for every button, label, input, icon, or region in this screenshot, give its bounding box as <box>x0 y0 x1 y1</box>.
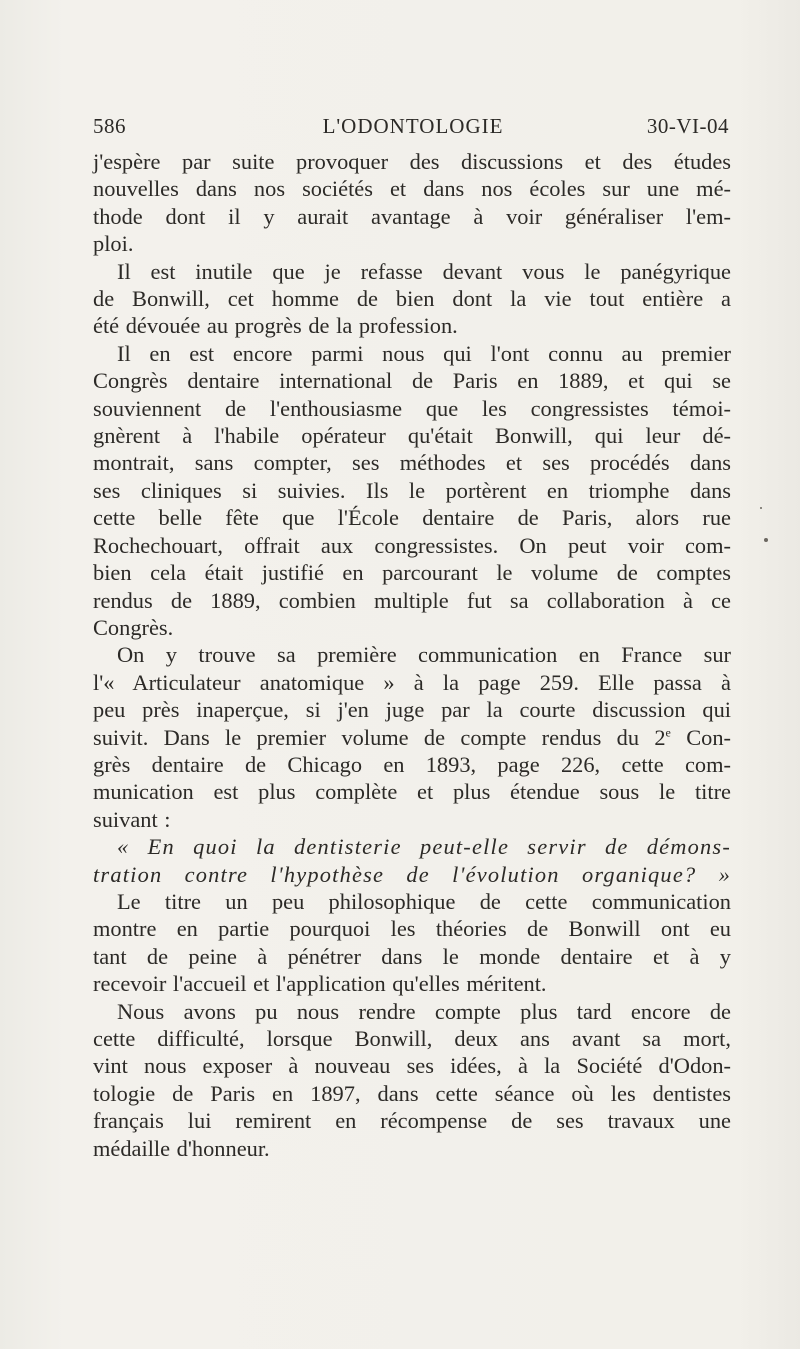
text-line: montrait, sans compter, ses méthodes et ses procédés dans <box>93 450 731 476</box>
superscript: e <box>665 725 671 740</box>
text-line: Congrès. <box>93 614 174 640</box>
text-line: peu près inaperçue, si j'en juge par la courte discussion qui <box>93 697 731 723</box>
text-line: tant de peine à pénétrer dans le monde dentaire et à y <box>93 943 731 969</box>
text-segment: Con- <box>670 724 731 750</box>
running-title: L'ODONTOLOGIE <box>322 114 504 138</box>
text-line <box>93 724 731 751</box>
page-number: 586 <box>93 114 126 138</box>
text-line: Le titre un peu philosophique de cette communication <box>117 888 731 914</box>
text-line: de Bonwill, cet homme de bien dont la vie tout entière a <box>93 286 731 312</box>
article-body <box>93 148 731 1162</box>
text-line: recevoir l'accueil et l'application qu'elles méritent. <box>93 971 547 997</box>
text-line: nouvelles dans nos sociétés et dans nos écoles sur une mé- <box>93 176 731 202</box>
running-header <box>93 114 733 144</box>
quoted-title-line: tration contre l'hypothèse de l'évolution organique? » <box>93 861 731 887</box>
text-line: Rochechouart, offrait aux congressistes. On peut voir com- <box>93 532 731 558</box>
text-line: gnèrent à l'habile opérateur qu'était Bonwill, qui leur dé- <box>93 423 731 449</box>
text-line: ses cliniques si suivies. Ils le portèrent en triomphe dans <box>93 477 731 503</box>
print-speck <box>760 507 762 509</box>
text-line: tologie de Paris en 1897, dans cette séance où les dentistes <box>93 1080 731 1106</box>
text-line: munication est plus complète et plus étendue sous le titre <box>93 779 731 805</box>
text-line: rendus de 1889, combien multiple fut sa collaboration à ce <box>93 587 731 613</box>
text-line: Nous avons pu nous rendre compte plus tard encore de <box>117 998 731 1024</box>
text-line: On y trouve sa première communication en France sur <box>117 642 731 668</box>
text-line: j'espère par suite provoquer des discussions et des études <box>93 149 731 174</box>
text-line: Il est inutile que je refasse devant vous le panégyrique <box>117 258 731 284</box>
text-line: Il en est encore parmi nous qui l'ont connu au premier <box>117 340 731 366</box>
text-segment: suivit. Dans le premier volume de compte rendus du 2 <box>93 724 666 750</box>
text-line: grès dentaire de Chicago en 1893, page 226, cette com- <box>93 751 731 777</box>
text-line: suivant : <box>93 806 171 832</box>
text-line: l'« Articulateur anatomique » à la page 259. Elle passa à <box>93 669 731 695</box>
text-line: été dévouée au progrès de la profession. <box>93 313 458 339</box>
text-line: Congrès dentaire international de Paris en 1889, et qui se <box>93 368 731 394</box>
text-line: français lui remirent en récompense de ses travaux une <box>93 1108 731 1134</box>
text-line: souviennent de l'enthousiasme que les congressistes témoi- <box>93 395 731 421</box>
text-line: vint nous exposer à nouveau ses idées, à la Société d'Odon- <box>93 1053 731 1079</box>
issue-date: 30-VI-04 <box>646 114 729 138</box>
text-line: cette difficulté, lorsque Bonwill, deux ans avant sa mort, <box>93 1026 731 1051</box>
text-line: ploi. <box>93 231 134 257</box>
print-speck <box>764 538 768 542</box>
text-line: montre en partie pourquoi les théories de Bonwill ont eu <box>93 916 731 942</box>
text-line: bien cela était justifié en parcourant le volume de comptes <box>93 560 731 586</box>
text-line: médaille d'honneur. <box>93 1135 270 1161</box>
text-line: thode dont il y aurait avantage à voir généraliser l'em- <box>93 203 731 229</box>
quoted-title-line: « En quoi la dentisterie peut-elle servir de démons- <box>117 834 731 860</box>
text-line: cette belle fête que l'École dentaire de Paris, alors rue <box>93 505 731 531</box>
